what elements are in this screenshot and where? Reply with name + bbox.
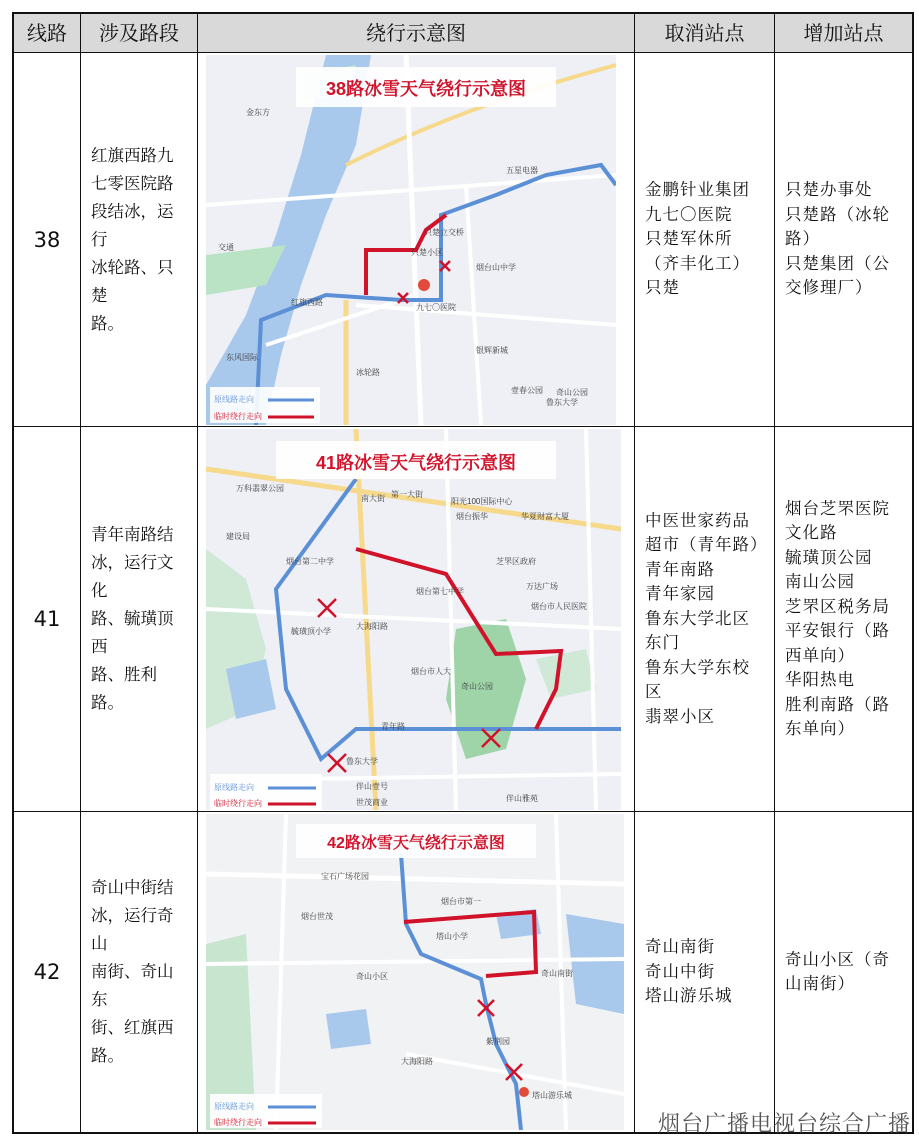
line-number: 42	[33, 960, 61, 984]
map-label: 建设局	[226, 532, 250, 541]
stop-item: 翡翠小区	[645, 706, 715, 726]
map-label: 万科翡翠公园	[236, 484, 284, 493]
map-label: 毓璜顶小学	[291, 627, 331, 636]
header-segment: 涉及路段	[99, 21, 179, 45]
map-label: 九七〇医院	[416, 303, 456, 312]
map-label: 大海阳路	[356, 622, 388, 631]
detour-map-41	[206, 429, 621, 810]
stop-item: 九七〇医院	[645, 204, 733, 224]
removed-stops	[635, 427, 774, 811]
map-label: 世茂商业	[356, 798, 388, 807]
map-label: 芝罘区政府	[496, 557, 536, 566]
map-label: 烟台振华	[456, 512, 488, 521]
map-label: 奇山小区	[356, 972, 388, 981]
stop-item: 只楚路（冰轮	[785, 204, 890, 224]
map-label: 烟台第七中学	[416, 587, 464, 596]
segment-line: 南街、奇山东	[91, 962, 174, 1009]
stop-item: 奇山小区（奇	[785, 949, 890, 969]
map-label: 青年路	[381, 722, 405, 731]
stop-item: 烟台芝罘医院	[785, 498, 890, 518]
map-label: 华夏财富大厦	[521, 512, 569, 521]
header-removed-stops: 取消站点	[664, 21, 745, 45]
line-number: 38	[33, 227, 61, 252]
stop-item: 中医世家药品	[645, 510, 750, 530]
stop-item: 路）	[785, 229, 820, 249]
stop-item: 鲁东大学北区	[645, 608, 750, 628]
stop-item: 奇山中街	[645, 961, 715, 981]
map-label: 烟台市人大	[411, 667, 451, 676]
stop-item: 塔山游乐城	[645, 986, 733, 1006]
added-stops	[775, 812, 912, 1132]
bus-detour-table	[12, 12, 914, 1134]
watermark: 烟台广播电视台综合广播	[657, 1112, 911, 1137]
table-header	[14, 14, 912, 53]
segment-line: 路、胜利路。	[91, 665, 157, 712]
map-label: 壹春公园	[511, 386, 543, 395]
stop-item: 奇山南街	[645, 937, 715, 957]
removed-stops	[635, 53, 774, 426]
stop-item: 南山公园	[785, 572, 855, 591]
map-label: 塔山小学	[436, 932, 468, 941]
segment-line: 街、红旗西	[91, 1018, 174, 1037]
map-label: 鲁东大学	[346, 757, 378, 766]
legend-original: 原线路走向	[214, 395, 254, 404]
map-label: 交通	[218, 243, 234, 252]
stop-item: 文化路	[785, 523, 838, 542]
added-stops	[775, 53, 912, 426]
stop-item: 平安银行（路	[785, 621, 890, 640]
map-label: 烟台第二中学	[286, 557, 334, 566]
map-label: 烟台市人民医院	[531, 602, 587, 611]
line-number: 41	[33, 607, 61, 631]
map-label: 奇山南街	[541, 969, 573, 978]
stop-item: 金鹏针业集团	[645, 180, 750, 200]
map-label: 宝石广场花园	[321, 872, 369, 881]
map-label: 烟台世茂	[301, 912, 333, 921]
stop-item: 华阳热电	[785, 670, 855, 689]
legend-detour: 临时绕行走向	[214, 1118, 262, 1127]
segment-line: 路、毓璜顶西	[91, 609, 174, 656]
map-label: 南大街	[361, 494, 385, 503]
map-label: 万达广场	[526, 582, 558, 591]
map-label: 只楚立交桥	[424, 228, 464, 237]
stop-item: 青年南路	[645, 559, 715, 579]
map-label: 东风国际	[226, 353, 258, 362]
segment-description	[81, 53, 197, 426]
map-label: 金东方	[246, 108, 270, 117]
column-divider	[197, 14, 198, 1132]
stop-item: 超市（青年路）	[645, 535, 768, 555]
stop-item: 只楚办事处	[785, 180, 873, 200]
map-label: 烟台山中学	[476, 263, 516, 272]
map-label: 鲁东大学	[546, 398, 578, 407]
segment-line: 路。	[91, 313, 124, 333]
map-label: 第一大街	[391, 490, 423, 499]
stop-item: 青年家园	[645, 584, 715, 604]
map-label: 奇山公园	[461, 682, 493, 691]
segment-line: 冰，运行文化	[91, 553, 174, 600]
added-stops	[775, 427, 912, 811]
map-title: 41路冰雪天气绕行示意图	[315, 453, 517, 473]
map-label: 银辉新城	[476, 346, 508, 355]
stop-item: 只楚集团（公	[785, 253, 890, 273]
legend-original: 原线路走向	[214, 1102, 254, 1111]
segment-line: 段结冰，运行	[91, 201, 174, 249]
stop-item: （齐丰化工）	[645, 253, 750, 273]
segment-line: 奇山中街结	[91, 878, 174, 897]
header-added-stops: 增加站点	[803, 21, 884, 45]
legend-original: 原线路走向	[214, 783, 254, 792]
detour-map-42	[206, 814, 624, 1130]
map-label: 大海阳路	[401, 1057, 433, 1066]
map-label: 塔山游乐城	[532, 1091, 572, 1100]
segment-line: 路。	[91, 1046, 124, 1065]
segment-description	[81, 812, 197, 1132]
map-label: 烟台市第一	[441, 897, 481, 906]
map-label: 只楚小区	[411, 248, 443, 257]
map-title: 38路冰雪天气绕行示意图	[325, 79, 527, 99]
segment-line: 冰轮路、只楚	[91, 257, 174, 305]
detour-map-38	[206, 55, 616, 425]
stop-item: 鲁东大学东校	[645, 657, 750, 677]
stop-item: 毓璜顶公园	[785, 547, 873, 567]
map-label: 冰轮路	[356, 368, 380, 377]
segment-line: 冰，运行奇山	[91, 906, 174, 953]
legend-detour: 临时绕行走向	[214, 412, 262, 421]
stop-item: 区	[645, 682, 663, 702]
map-label: 伴山壹号	[356, 782, 388, 791]
map-label: 伴山雅苑	[506, 794, 538, 803]
stop-item: 交修理厂）	[785, 278, 873, 298]
stop-item: 只楚军休所	[645, 229, 733, 249]
segment-line: 红旗西路九	[91, 145, 174, 165]
map-label: 奇山公园	[556, 388, 588, 397]
map-label: 紫荆园	[486, 1037, 510, 1046]
header-diagram: 绕行示意图	[366, 21, 466, 45]
stop-item: 胜利南路（路	[785, 694, 890, 714]
segment-line: 青年南路结	[91, 525, 174, 544]
map-label: 阳光100国际中心	[451, 497, 513, 506]
map-title: 42路冰雪天气绕行示意图	[327, 835, 505, 852]
header-line: 线路	[27, 21, 67, 45]
segment-line: 七零医院路	[91, 173, 174, 193]
stop-item: 西单向）	[785, 645, 855, 665]
stop-item: 只楚	[645, 278, 680, 298]
legend-detour: 临时绕行走向	[214, 799, 262, 808]
map-label: 红旗西路	[291, 298, 323, 307]
segment-description	[81, 427, 197, 811]
removed-stops	[635, 812, 774, 1132]
stop-item: 山南街）	[785, 974, 855, 993]
stop-item: 东单向）	[785, 719, 855, 738]
map-label: 五星电器	[506, 166, 538, 175]
stop-item: 东门	[645, 633, 680, 653]
stop-item: 芝罘区税务局	[785, 596, 890, 616]
